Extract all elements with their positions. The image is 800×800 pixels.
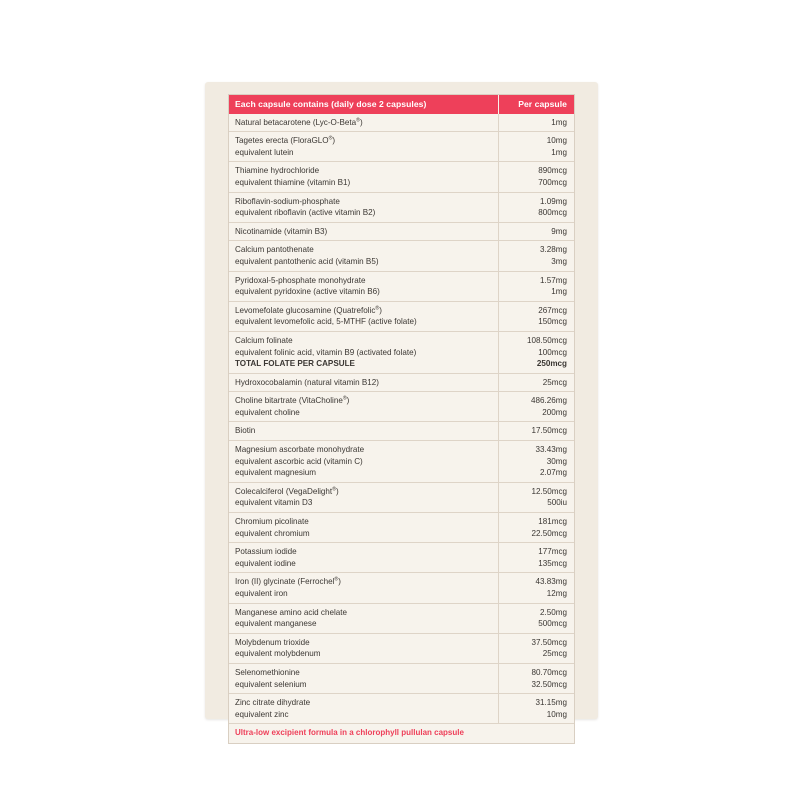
ingredient-name-cell [229,441,498,482]
table-row [229,114,574,132]
registered-trademark-icon: ® [328,135,333,142]
ingredient-name-cell [229,573,498,602]
ingredient-amount-cell [498,193,574,222]
ingredient-name-cell [229,634,498,663]
ingredient-amount: 1mg [551,287,567,297]
ingredient-name: Magnesium ascorbate monohydrate [235,445,365,455]
table-body [229,114,574,724]
ingredient-amount: 32.50mcg [531,679,567,689]
table-row [229,301,574,331]
ingredient-amount-cell [498,272,574,301]
ingredient-name: equivalent thiamine (vitamin B1) [235,177,351,187]
ingredient-amount: 12mg [546,589,567,598]
ingredient-amount-cell [498,604,574,633]
ingredient-name: Pyridoxal-5-phosphate monohydrate [235,275,366,285]
table-row [229,192,574,222]
ingredient-name: Biotin [235,426,256,436]
ingredient-amount: 267mcg [538,305,567,315]
ingredient-amount: 17.50mcg [531,426,567,436]
ingredient-amount-cell [498,132,574,161]
ingredient-amount: 25mcg [542,377,567,387]
ingredient-amount: 486.26mg [531,396,567,406]
ingredient-name-cell [229,604,498,633]
ingredient-amount: 500mcg [538,619,567,629]
ingredient-name: TOTAL FOLATE PER CAPSULE [235,359,355,369]
table-row [229,572,574,602]
ingredient-amount-cell [498,573,574,602]
table-row [229,331,574,373]
ingredient-name-cell [229,332,498,373]
registered-trademark-icon: ® [375,305,380,312]
ingredient-amount: 1.09mg [540,196,567,206]
ingredient-name: equivalent pantothenic acid (vitamin B5) [235,256,379,266]
ingredient-name: Levomefolate glucosamine (Quatrefolic®) [235,305,382,315]
ingredient-name: Nicotinamide (vitamin B3) [235,226,328,236]
ingredient-amount: 10mg [546,709,567,719]
table-row [229,693,574,723]
ingredient-amount-cell [498,441,574,482]
ingredient-name: equivalent iron [235,589,288,598]
ingredient-name: Thiamine hydrochloride [235,166,320,176]
ingredient-amount: 37.50mcg [531,637,567,647]
ingredient-table [228,94,575,744]
table-row [229,482,574,512]
ingredient-amount-cell [498,694,574,723]
ingredient-amount: 2.50mg [540,607,567,617]
ingredient-name: equivalent magnesium [235,468,316,478]
ingredient-name-cell [229,513,498,542]
table-row [229,222,574,241]
registered-trademark-icon: ® [332,486,337,493]
ingredient-name-cell [229,483,498,512]
ingredient-amount: 3mg [551,256,567,266]
ingredient-amount: 2.07mg [540,468,567,478]
ingredient-amount: 250mcg [536,359,567,369]
ingredient-name-cell [229,132,498,161]
ingredient-amount: 33.43mg [535,445,567,455]
ingredient-amount-cell [498,513,574,542]
table-row [229,161,574,191]
ingredient-name: Manganese amino acid chelate [235,607,348,617]
ingredient-amount: 135mcg [538,558,567,568]
ingredient-amount: 1.57mg [540,275,567,285]
ingredient-amount-cell [498,374,574,392]
ingredient-name: equivalent choline [235,407,300,417]
ingredient-amount-cell [498,223,574,241]
ingredient-name: Molybdenum trioxide [235,637,310,647]
table-row [229,421,574,440]
ingredient-name: equivalent zinc [235,709,289,719]
ingredient-name: Calcium pantothenate [235,245,314,255]
ingredient-amount: 177mcg [538,547,567,557]
ingredient-name: Calcium folinate [235,335,293,345]
ingredient-amount: 100mcg [538,347,567,357]
ingredient-name-cell [229,422,498,440]
ingredient-name: Selenomethionine [235,667,300,677]
ingredient-amount-cell [498,241,574,270]
ingredient-amount: 80.70mcg [531,667,567,677]
registered-trademark-icon: ® [356,116,360,123]
table-row [229,512,574,542]
footer-note: Ultra-low excipient formula in a chlorophyll pullulan capsule [229,723,574,743]
header-ingredient-label: Each capsule contains (daily dose 2 capsules) [235,99,427,109]
ingredient-name-cell [229,272,498,301]
ingredient-name: equivalent vitamin D3 [235,498,313,508]
ingredient-name: equivalent molybdenum [235,649,321,659]
table-row [229,542,574,572]
ingredient-name: equivalent lutein [235,147,294,157]
ingredient-amount: 181mcg [538,517,567,527]
ingredient-amount: 43.83mg [535,577,567,587]
ingredient-amount-cell [498,483,574,512]
ingredient-amount-cell [498,634,574,663]
ingredient-name: equivalent chromium [235,528,310,538]
ingredient-amount-cell [498,302,574,331]
ingredient-amount: 22.50mcg [531,528,567,538]
ingredient-amount: 31.15mg [535,698,567,708]
ingredient-amount-cell [498,422,574,440]
ingredient-name: equivalent riboflavin (active vitamin B2) [235,208,376,218]
ingredient-amount-cell [498,114,574,132]
registered-trademark-icon: ® [334,576,339,583]
table-row [229,131,574,161]
ingredient-amount: 500iu [547,498,567,508]
ingredient-name-cell [229,223,498,241]
ingredient-name-cell [229,694,498,723]
table-row [229,391,574,421]
ingredient-name-cell [229,543,498,572]
ingredient-name-cell [229,114,498,132]
table-row [229,440,574,482]
ingredient-name: Iron (II) glycinate (Ferrochel®) [235,576,341,587]
ingredient-amount: 1mg [551,117,567,127]
ingredient-name: Colecalciferol (VegaDelight®) [235,486,339,496]
supplement-label-panel [205,82,598,738]
ingredient-name: equivalent levomefolic acid, 5-MTHF (active folate) [235,317,417,327]
ingredient-name-cell [229,241,498,270]
registered-trademark-icon: ® [342,395,347,402]
ingredient-name: Chromium picolinate [235,517,309,527]
ingredient-name: Riboflavin-sodium-phosphate [235,196,340,206]
ingredient-name-cell [229,664,498,693]
ingredient-amount-cell [498,543,574,572]
ingredient-name-cell [229,374,498,392]
table-row [229,271,574,301]
ingredient-amount-cell [498,162,574,191]
ingredient-name: equivalent pyridoxine (active vitamin B6) [235,287,380,297]
ingredient-name: equivalent ascorbic acid (vitamin C) [235,456,363,466]
ingredient-amount: 890mcg [538,166,567,176]
table-row [229,373,574,392]
table-header-row [229,95,574,114]
ingredient-name: Choline bitartrate (VitaCholine®) [235,395,350,406]
ingredient-amount: 800mcg [538,208,567,218]
ingredient-name: Natural betacarotene (Lyc-O-Beta®) [235,116,363,127]
ingredient-name: Tagetes erecta (FloraGLO®) [235,135,336,146]
ingredient-name: Hydroxocobalamin (natural vitamin B12) [235,377,379,387]
ingredient-name: equivalent folinic acid, vitamin B9 (activated folate) [235,347,417,357]
ingredient-name-cell [229,392,498,421]
ingredient-name: Potassium iodide [235,547,297,557]
ingredient-amount: 700mcg [538,177,567,187]
ingredient-amount-cell [498,392,574,421]
table-row [229,240,574,270]
ingredient-amount: 30mg [546,456,567,466]
ingredient-name-cell [229,162,498,191]
ingredient-amount-cell [498,332,574,373]
ingredient-amount-cell [498,664,574,693]
table-row [229,603,574,633]
ingredient-amount: 10mg [546,136,567,146]
ingredient-amount: 150mcg [538,317,567,327]
ingredient-amount: 1mg [551,147,567,157]
ingredient-name: equivalent iodine [235,558,296,568]
ingredient-amount: 108.50mcg [526,335,567,345]
ingredient-name: equivalent selenium [235,679,307,689]
ingredient-amount: 200mg [542,407,567,417]
ingredient-name-cell [229,302,498,331]
ingredient-name: Zinc citrate dihydrate [235,698,311,708]
table-row [229,663,574,693]
ingredient-amount: 3.28mg [540,245,567,255]
ingredient-amount: 12.50mcg [531,486,567,496]
ingredient-name-cell [229,193,498,222]
ingredient-amount: 25mcg [542,649,567,659]
header-amount-label: Per capsule [498,95,574,114]
ingredient-amount: 9mg [551,226,567,236]
ingredient-name: equivalent manganese [235,619,317,629]
table-row [229,633,574,663]
